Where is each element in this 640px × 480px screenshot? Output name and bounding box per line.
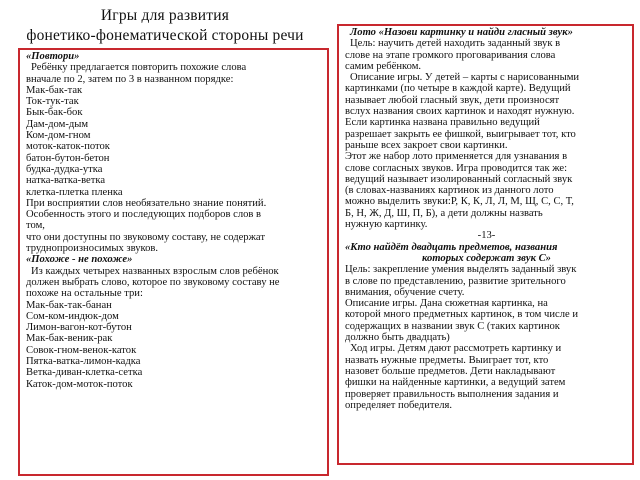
text-line: фишки на найденные картинки, а ведущий затем: [345, 377, 566, 389]
text-line: которых содержат звук С»: [422, 252, 551, 264]
text-line: батон-бутон-бетон: [26, 152, 110, 164]
text-line: труднопроизносимых звуков.: [26, 243, 159, 255]
text-line: Ход игры. Детям дают рассмотреть картинку и: [350, 343, 562, 355]
text-line: можно выделить звуки:Р, К, К, Л, Л, М, Щ, С, С, Т,: [345, 196, 574, 208]
text-line: слове согласных звуков. Игра проводится так же:: [345, 162, 568, 174]
text-line: картинками (по четыре в каждой карте). Ведущий: [345, 83, 571, 95]
right-panel: [337, 24, 634, 465]
text-line: Мак-бак-веник-рак: [26, 333, 113, 345]
text-line: Каток-дом-моток-поток: [26, 378, 133, 390]
text-line: самим ребёнком.: [345, 60, 422, 72]
text-line: вначале по 2, затем по 3 в названном порядке:: [26, 73, 234, 85]
text-line: ведущий называет изолированный согласный звук: [345, 173, 573, 185]
text-line: Этот же набор лото применяется для узнавания в: [345, 151, 568, 163]
text-line: Совок-гном-венок-каток: [26, 344, 137, 356]
text-line: слове на этапе громкого проговаривания слова: [345, 49, 556, 61]
text-line: Из каждых четырех названных взрослым слов ребёнок: [31, 265, 279, 277]
text-line: Описание игры. У детей – карты с нарисованными: [350, 72, 580, 84]
text-line: вслух названия своих картинок и находят нужную.: [345, 106, 575, 118]
text-line: раньше всех закроет свои картинки.: [345, 139, 508, 151]
text-line: похоже на остальные три:: [26, 288, 143, 300]
text-line: Ветка-диван-клетка-сетка: [26, 367, 143, 379]
text-line: Если картинка названа правильно ведущий: [345, 117, 540, 129]
text-line: которой много предметных картинок, в том числе и: [345, 309, 578, 321]
text-line: -13-: [477, 230, 496, 242]
text-line: назвать нужные предметы. Выиграет тот, кто: [345, 354, 549, 366]
text-line: в слове по представлению, развитие зрительного: [345, 275, 566, 287]
text-line: клетка-плетка пленка: [26, 186, 123, 198]
text-line: Цель: научить детей находить заданный звук в: [350, 38, 561, 50]
title-line-1: Игры для развития: [100, 7, 230, 24]
text-line: нужную картинку.: [345, 219, 428, 231]
text-line: внимания, обучение счету.: [345, 286, 465, 298]
text-line: (в словах-названиях картинок из данного лото: [345, 185, 554, 197]
text-line: Особенность этого и последующих подборов слов в: [26, 209, 262, 221]
text-line: Пятка-ватка-лимон-кадка: [26, 356, 141, 368]
text-line: натка-ватка-ветка: [26, 175, 106, 187]
text-line: назовет больше предметов. Дети накладывают: [345, 365, 556, 377]
text-line: разрешает закрыть ее фишкой, выигрывает тот, кто: [345, 128, 576, 140]
text-line: Бык-бак-бок: [26, 107, 83, 119]
text-line: Цель: закрепление умения выделять заданный звук: [345, 264, 577, 276]
left-panel: [18, 48, 329, 476]
text-line: Мак-бак-так: [26, 84, 83, 96]
text-line: Ребёнку предлагается повторить похожие слова: [31, 62, 247, 74]
text-line: должен выбрать слово, которое по звуковому составу не: [26, 276, 280, 288]
text-line: Мак-бак-так-банан: [26, 299, 112, 311]
text-line: содержащих в названии звук С (таких картинок: [345, 320, 560, 332]
page-title: [0, 6, 330, 46]
text-line: «Повтори»: [26, 51, 80, 62]
text-line: будка-дудка-утка: [26, 163, 103, 175]
text-line: Лимон-вагон-кот-бутон: [26, 322, 132, 334]
text-line: Сом-ком-индюк-дом: [26, 310, 119, 322]
text-line: При восприятии слов необязательно знание понятий.: [26, 197, 267, 209]
text-line: том,: [26, 220, 45, 232]
text-line: что они доступны по звуковому составу, не содержат: [26, 231, 265, 243]
text-line: называет любой гласный звук, дети произносят: [345, 94, 560, 106]
text-line: «Похоже - не похоже»: [26, 254, 133, 266]
title-line-2: фонетико-фонематической стороны речи: [26, 27, 304, 44]
text-line: моток-каток-поток: [26, 141, 110, 153]
text-line: «Кто найдёт двадцать предметов, названия: [345, 241, 558, 253]
text-line: определяет победителя.: [345, 399, 453, 411]
text-line: Дам-дом-дым: [26, 118, 89, 130]
text-line: Лото «Назови картинку и найди гласный звук»: [350, 27, 573, 38]
text-line: Ток-тук-так: [26, 96, 79, 108]
text-line: должно быть двадцать): [345, 332, 450, 344]
text-line: Ком-дом-гном: [26, 130, 91, 142]
text-line: Описание игры. Дана сюжетная картинка, на: [345, 298, 548, 310]
text-line: проверяет правильность выполнения задания и: [345, 388, 559, 400]
text-line: Б, Н, Ж, Д, Ш, П, Б), а дети должны назвать: [345, 207, 543, 219]
